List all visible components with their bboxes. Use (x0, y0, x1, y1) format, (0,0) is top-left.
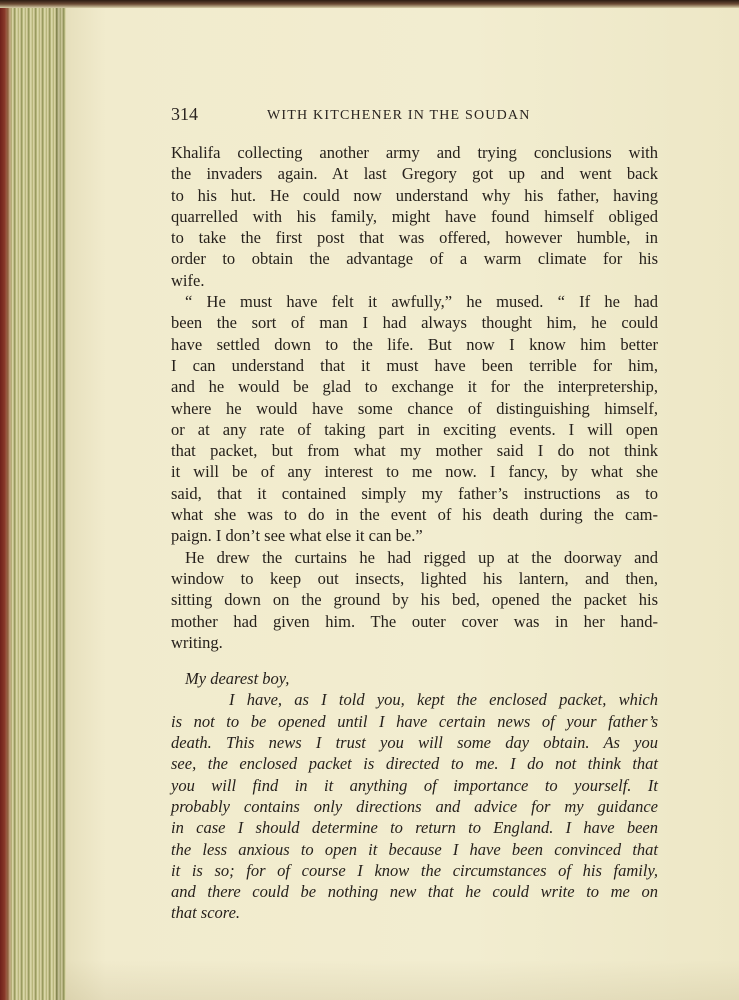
letter-line: and there could be nothing new that he could write to me on (171, 882, 658, 902)
paragraph (171, 291, 658, 547)
text-line: what she was to do in the event of his death during the cam- (171, 505, 658, 525)
running-title: WITH KITCHENER IN THE SOUDAN (267, 108, 531, 123)
letter-line: in case I should determine to return to England. I have been (171, 818, 658, 838)
text-line: quarrelled with his family, might have found himself obliged (171, 206, 658, 226)
text-line: He drew the curtains he had rigged up at the doorway and (185, 547, 658, 567)
letter-line: death. This news I trust you will some day obtain. As you (171, 733, 658, 753)
text-line: order to obtain the advantage of a warm climate for his (171, 249, 658, 269)
text-line: sitting down on the ground by his bed, opened the packet his (171, 590, 658, 610)
section-gap (171, 653, 658, 668)
paragraph (171, 142, 658, 291)
letter-line: see, the enclosed packet is directed to me. I do not think that (171, 754, 658, 774)
letter-line: that score. (171, 903, 241, 923)
text-line: Khalifa collecting another army and trying conclusions with (171, 143, 658, 162)
letter-block (171, 668, 658, 924)
text-line: it will be of any interest to me now. I fancy, by what she (171, 462, 658, 482)
text-line: said, that it contained simply my father’s instructions as to (171, 483, 658, 503)
text-line: “ He must have felt it awfully,” he mused. “ If he had (185, 292, 658, 312)
page-number: 314 (171, 104, 198, 124)
text-line: that packet, but from what my mother said I do not think (171, 441, 658, 461)
page-header (171, 104, 658, 128)
letter-line: is not to be opened until I have certain news of your father’s (171, 711, 658, 731)
text-line: I can understand that it must have been terrible for him, (171, 355, 658, 375)
letter-line: the less anxious to open it because I have been convinced that (171, 839, 658, 859)
text-line: to take the first post that was offered, however humble, in (171, 228, 658, 248)
text-line: paign. I don’t see what else it can be.” (171, 526, 423, 546)
text-line: the invaders again. At last Gregory got up and went back (171, 164, 658, 184)
text-line: mother had given him. The outer cover was in her hand- (171, 611, 658, 631)
text-line: and he would be glad to exchange it for the interpretership, (171, 377, 658, 397)
text-line: writing. (171, 632, 223, 652)
top-edge (0, 0, 739, 8)
text-line: been the sort of man I had always thought him, he could (171, 313, 658, 333)
paragraph (171, 547, 658, 653)
text-line: or at any rate of taking part in exciting events. I will open (171, 419, 658, 439)
page-shadow (66, 960, 739, 1000)
letter-line: it is so; for of course I know the circumstances of his family, (171, 860, 658, 880)
text-line: to his hut. He could now understand why his father, having (171, 185, 658, 205)
text-line: where he would have some chance of distinguishing himself, (171, 398, 658, 418)
letter-line: I have, as I told you, kept the enclosed packet, which (229, 690, 658, 710)
text-line: have settled down to the life. But now I know him better (171, 334, 658, 354)
letter-salutation: My dearest boy, (185, 669, 290, 689)
body-text (171, 142, 658, 924)
text-line: wife. (171, 270, 205, 290)
text-line: window to keep out insects, lighted his lantern, and then, (171, 568, 658, 588)
letter-line: you will find in it anything of importance to yourself. It (171, 775, 658, 795)
page-edges (0, 0, 66, 1000)
letter-line: probably contains only directions and advice for my guidance (171, 796, 658, 816)
